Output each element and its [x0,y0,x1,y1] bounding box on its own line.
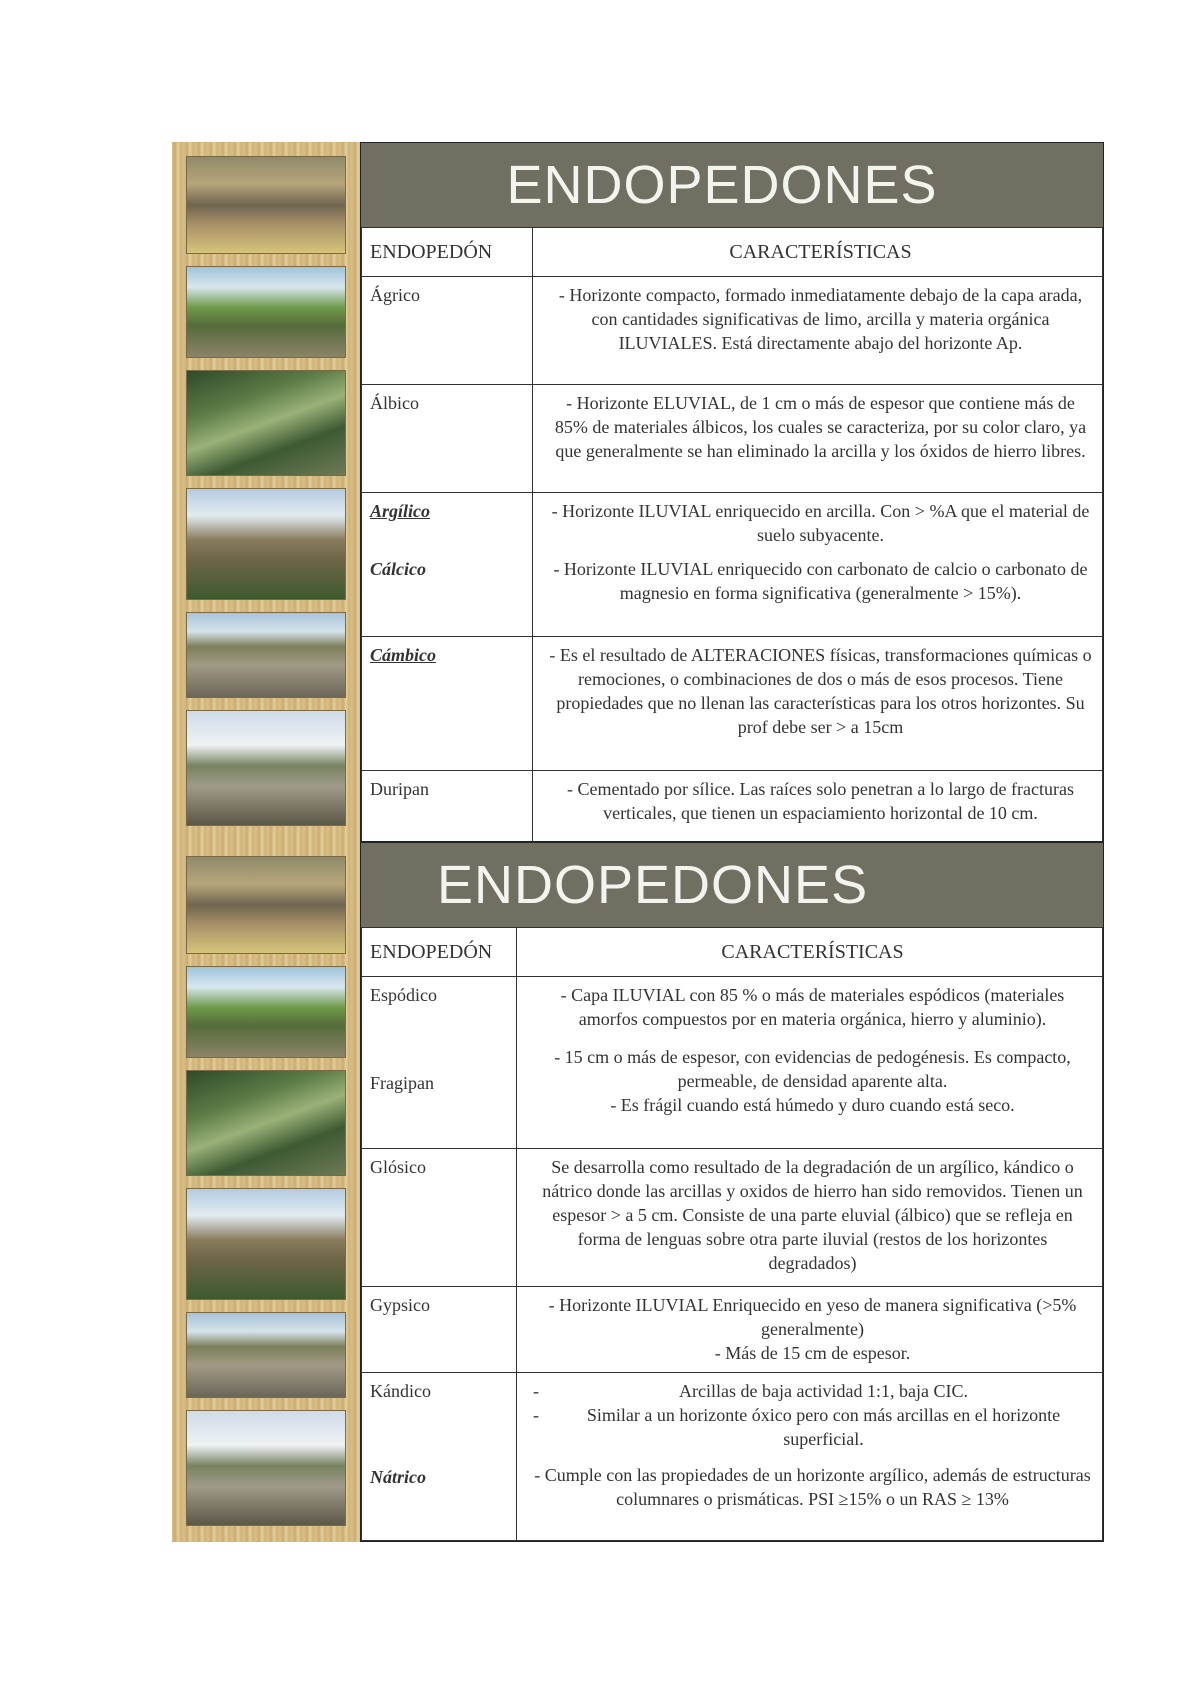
endopedones-table [361,227,1103,855]
slide-1 [172,142,1104,842]
row-name: Argílico [370,501,431,521]
endopedones-table [361,927,1103,1541]
row-name: Duripan [370,779,429,799]
slide-2 [172,842,1104,1542]
soil-photo-wall [186,1312,346,1398]
row-desc-secondary: - 15 cm o más de espesor, con evidencias de pedogénesis. Es compacto, permeable, de densidad aparente alta. [554,1047,1071,1091]
row-name-secondary: Fragipan [370,1073,434,1093]
table-header-row [362,928,1103,977]
row-name: Kándico [370,1381,431,1401]
row-desc: - Cementado por sílice. Las raíces solo penetran a lo largo de fracturas verticales, que tienen un espaciamiento horizontal de 10 cm. [567,779,1074,823]
slide-title: ENDOPEDONES [361,843,1103,927]
row-name-secondary: Nátrico [370,1467,426,1487]
row-name: Cámbico [370,645,436,665]
row-desc: - Capa ILUVIAL con 85 % o más de materiales espódicos (materiales amorfos compuestos por en materia orgánica, hierro y aluminio). [560,985,1065,1029]
row-desc-secondary: - Más de 15 cm de espesor. [714,1343,911,1363]
soil-photo-wall [186,612,346,698]
header-endopedon: ENDOPEDÓN [362,928,517,977]
row-desc: - Horizonte compacto, formado inmediatamente debajo de la capa arada, con cantidades significativas de limo, arcilla y materia orgánica ILUVIALES. Está directamente abajo del horizonte Ap. [558,285,1083,353]
row-name: Álbico [370,393,419,413]
row-desc-secondary: - Cumple con las propiedades de un horizonte argílico, además de estructuras columnares o prismáticas. PSI ≥15% o un RAS ≥ 13% [534,1465,1091,1509]
row-name: Espódico [370,985,437,1005]
slide-content [360,842,1104,1542]
soil-photo-valley [186,266,346,358]
table-row [362,385,1103,493]
row-desc: Se desarrolla como resultado de la degradación de un argílico, kándico o nátrico donde las arcillas y oxidos de hierro han sido removidos. Tienen un espesor > a 5 cm. Consiste de una parte eluvial (álbico) que se refleja en forma de lenguas sobre otra parte iluvial (restos de los horizontes degradados) [542,1157,1083,1273]
row-desc: - Horizonte ELUVIAL, de 1 cm o más de espesor que contiene más de 85% de materiales álbicos, los cuales se caracteriza, por su color claro, ya que generalmente se han eliminado la arcilla y los óxidos de hierro libres. [554,393,1087,461]
table-row [362,1287,1103,1373]
table-row [362,493,1103,637]
table-row [362,1373,1103,1541]
slide-content [360,142,1104,842]
list-item: - Arcillas de baja actividad 1:1, baja CIC. [533,1379,1092,1403]
row-desc: - Es el resultado de ALTERACIONES físicas, transformaciones químicas o remociones, o combinaciones de dos o más de esos procesos. Tiene propiedades que no llenan las características para los otros horizontes. Su prof debe ser > a 15cm [549,645,1092,737]
soil-photo-agave [186,370,346,476]
soil-photo-terrace [186,488,346,600]
header-endopedon: ENDOPEDÓN [362,228,533,277]
soil-photo-field [186,1410,346,1526]
soil-photo-agave [186,1070,346,1176]
soil-photo-field [186,710,346,826]
table-header-row [362,228,1103,277]
row-bullet-list [533,1379,1092,1451]
slide-title: ENDOPEDONES [361,143,1103,227]
table-row [362,977,1103,1149]
row-desc-tertiary: - Es frágil cuando está húmedo y duro cuando está seco. [610,1095,1015,1115]
table-row [362,277,1103,385]
table-row [362,637,1103,771]
row-name: Glósico [370,1157,426,1177]
header-caracteristicas: CARACTERÍSTICAS [517,928,1103,977]
row-desc: - Horizonte ILUVIAL enriquecido en arcilla. Con > %A que el material de suelo subyacente. [551,501,1090,545]
list-item: - Similar a un horizonte óxico pero con más arcillas en el horizonte superficial. [533,1403,1092,1451]
soil-photo-valley [186,966,346,1058]
row-name-secondary: Cálcico [370,559,426,579]
row-name: Gypsico [370,1295,430,1315]
row-desc: - Horizonte ILUVIAL Enriquecido en yeso de manera significativa (>5% generalmente) [548,1295,1077,1339]
soil-photo-terrace [186,1188,346,1300]
row-desc-secondary: - Horizonte ILUVIAL enriquecido con carbonato de calcio o carbonato de magnesio en forma significativa (generalmente > 15%). [553,559,1088,603]
header-caracteristicas: CARACTERÍSTICAS [533,228,1103,277]
row-name: Ágrico [370,285,420,305]
photo-strip [172,142,360,842]
photo-strip [172,842,360,1542]
soil-photo-stairs [186,856,346,954]
table-row [362,1149,1103,1287]
soil-photo-stairs [186,156,346,254]
